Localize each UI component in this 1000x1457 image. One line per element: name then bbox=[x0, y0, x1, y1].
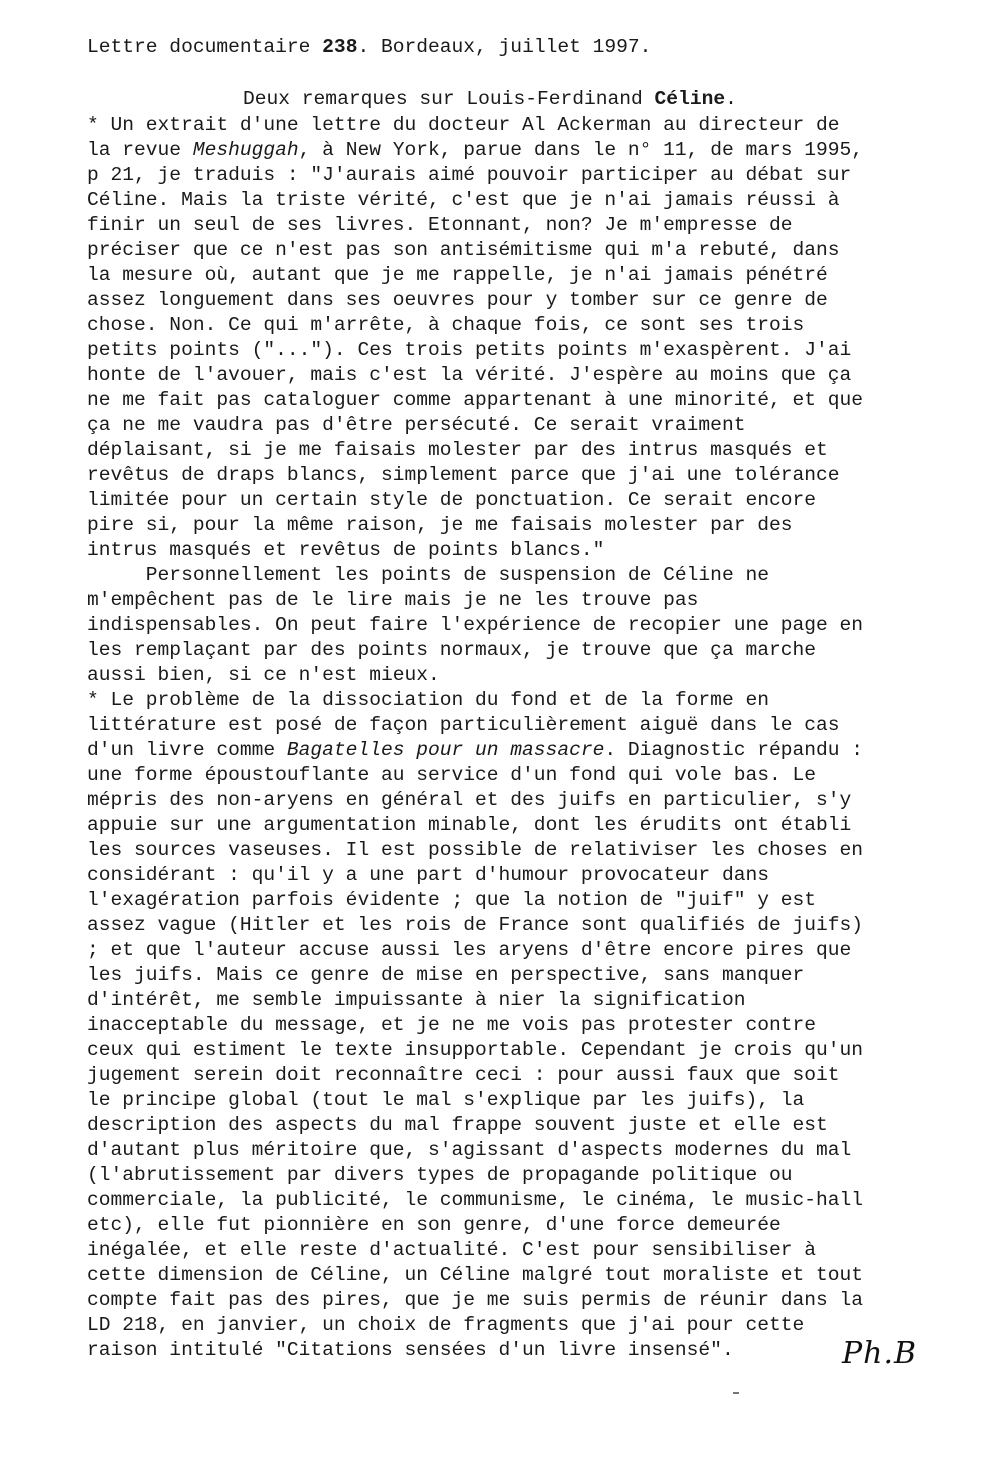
title-prefix: Deux remarques sur Louis-Ferdinand bbox=[243, 88, 655, 110]
text-line: considérant : qu'il y a une part d'humour provocateur dans bbox=[87, 864, 769, 886]
text-line bbox=[87, 738, 863, 763]
text-line: p 21, je traduis : "J'aurais aimé pouvoir participer au débat sur bbox=[87, 164, 852, 186]
text-line: Personnellement les points de suspension de Céline ne bbox=[87, 564, 769, 586]
text-line bbox=[87, 138, 863, 163]
text-line: etc), elle fut pionnière en son genre, d'une force demeurée bbox=[87, 1214, 781, 1236]
text-line: * Un extrait d'une lettre du docteur Al Ackerman au directeur de bbox=[87, 114, 840, 136]
text-line: jugement serein doit reconnaître ceci : pour aussi faux que soit bbox=[87, 1064, 840, 1086]
text-line: (l'abrutissement par divers types de propagande politique ou bbox=[87, 1164, 793, 1186]
text-line: mépris des non-aryens en général et des juifs en particulier, s'y bbox=[87, 789, 852, 811]
magazine-title: Meshuggah bbox=[192, 139, 299, 161]
text-line: ne me fait pas cataloguer comme appartenant à une minorité, et que bbox=[87, 389, 864, 411]
handwritten-signature: Ph.B bbox=[842, 1336, 918, 1371]
text-line: commerciale, la publicité, le communisme, le cinéma, le music-hall bbox=[87, 1189, 864, 1211]
title-author-name: Céline bbox=[654, 88, 726, 110]
text-line: Céline. Mais la triste vérité, c'est que je n'ai jamais réussi à bbox=[87, 189, 840, 211]
text-line: d'autant plus méritoire que, s'agissant d'aspects modernes du mal bbox=[87, 1139, 852, 1161]
text-line: préciser que ce n'est pas son antisémitisme qui m'a rebuté, dans bbox=[87, 239, 840, 261]
text-line: ; et que l'auteur accuse aussi les aryens d'être encore pires que bbox=[87, 939, 852, 961]
letter-number: 238 bbox=[322, 36, 358, 58]
text-line: aussi bien, si ce n'est mieux. bbox=[87, 664, 440, 686]
text-line: les remplaçant par des points normaux, je trouve que ça marche bbox=[87, 639, 817, 661]
text-line: pire si, pour la même raison, je me faisais molester par des bbox=[87, 514, 793, 536]
text-line: limitée pour un certain style de ponctuation. Ce serait encore bbox=[87, 489, 817, 511]
text-line: assez vague (Hitler et les rois de France sont qualifiés de juifs) bbox=[87, 914, 864, 936]
text-line: la mesure où, autant que je me rappelle, je n'ai jamais pénétré bbox=[87, 264, 828, 286]
document-title bbox=[243, 87, 737, 112]
title-suffix: . bbox=[725, 88, 737, 110]
text-line: d'intérêt, me semble impuissante à nier la signification bbox=[87, 989, 746, 1011]
text-line: les sources vaseuses. Il est possible de relativiser les choses en bbox=[87, 839, 864, 861]
text-line: assez longuement dans ses oeuvres pour y tomber sur ce genre de bbox=[87, 289, 828, 311]
text-fragment: . Diagnostic répandu : bbox=[604, 739, 864, 761]
text-line: revêtus de draps blancs, simplement parce que j'ai une tolérance bbox=[87, 464, 840, 486]
text-line: finir un seul de ses livres. Etonnant, non? Je m'empresse de bbox=[87, 214, 793, 236]
text-line: ceux qui estiment le texte insupportable. Cependant je crois qu'un bbox=[87, 1039, 864, 1061]
text-line: compte fait pas des pires, que je me suis permis de réunir dans la bbox=[87, 1289, 864, 1311]
header-prefix: Lettre documentaire bbox=[87, 36, 323, 58]
text-line: le principe global (tout le mal s'explique par les juifs), la bbox=[87, 1089, 805, 1111]
text-line: description des aspects du mal frappe souvent juste et elle est bbox=[87, 1114, 828, 1136]
text-fragment: , à New York, parue dans le n° 11, de mars 1995, bbox=[298, 139, 864, 161]
text-fragment: d'un livre comme bbox=[87, 739, 287, 761]
text-line: appuie sur une argumentation minable, dont les érudits ont établi bbox=[87, 814, 852, 836]
book-title: Bagatelles pour un massacre bbox=[286, 739, 605, 761]
text-line: les juifs. Mais ce genre de mise en perspective, sans manquer bbox=[87, 964, 805, 986]
text-line: cette dimension de Céline, un Céline malgré tout moraliste et tout bbox=[87, 1264, 864, 1286]
header-place-date: . Bordeaux, juillet 1997. bbox=[357, 36, 652, 58]
text-line: indispensables. On peut faire l'expérience de recopier une page en bbox=[87, 614, 864, 636]
text-line: * Le problème de la dissociation du fond et de la forme en bbox=[87, 689, 769, 711]
text-line: honte de l'avouer, mais c'est la vérité. J'espère au moins que ça bbox=[87, 364, 852, 386]
text-line: inacceptable du message, et je ne me vois pas protester contre bbox=[87, 1014, 817, 1036]
scan-speck bbox=[733, 1392, 739, 1394]
text-line: LD 218, en janvier, un choix de fragments que j'ai pour cette bbox=[87, 1314, 805, 1336]
text-line: ça ne me vaudra pas d'être persécuté. Ce serait vraiment bbox=[87, 414, 746, 436]
document-header bbox=[87, 35, 651, 60]
text-line: intrus masqués et revêtus de points blancs." bbox=[87, 539, 605, 561]
text-fragment: la revue bbox=[87, 139, 193, 161]
text-line: littérature est posé de façon particulièrement aiguë dans le cas bbox=[87, 714, 840, 736]
text-line: inégalée, et elle reste d'actualité. C'est pour sensibiliser à bbox=[87, 1239, 817, 1261]
text-line: l'exagération parfois évidente ; que la notion de "juif" y est bbox=[87, 889, 817, 911]
text-line: déplaisant, si je me faisais molester par des intrus masqués et bbox=[87, 439, 828, 461]
text-line: une forme époustouflante au service d'un fond qui vole bas. Le bbox=[87, 764, 817, 786]
text-line: chose. Non. Ce qui m'arrête, à chaque fois, ce sont ses trois bbox=[87, 314, 805, 336]
text-line: raison intitulé "Citations sensées d'un livre insensé". bbox=[87, 1339, 734, 1361]
text-line: petits points ("..."). Ces trois petits points m'exaspèrent. J'ai bbox=[87, 339, 852, 361]
text-line: m'empêchent pas de le lire mais je ne les trouve pas bbox=[87, 589, 699, 611]
